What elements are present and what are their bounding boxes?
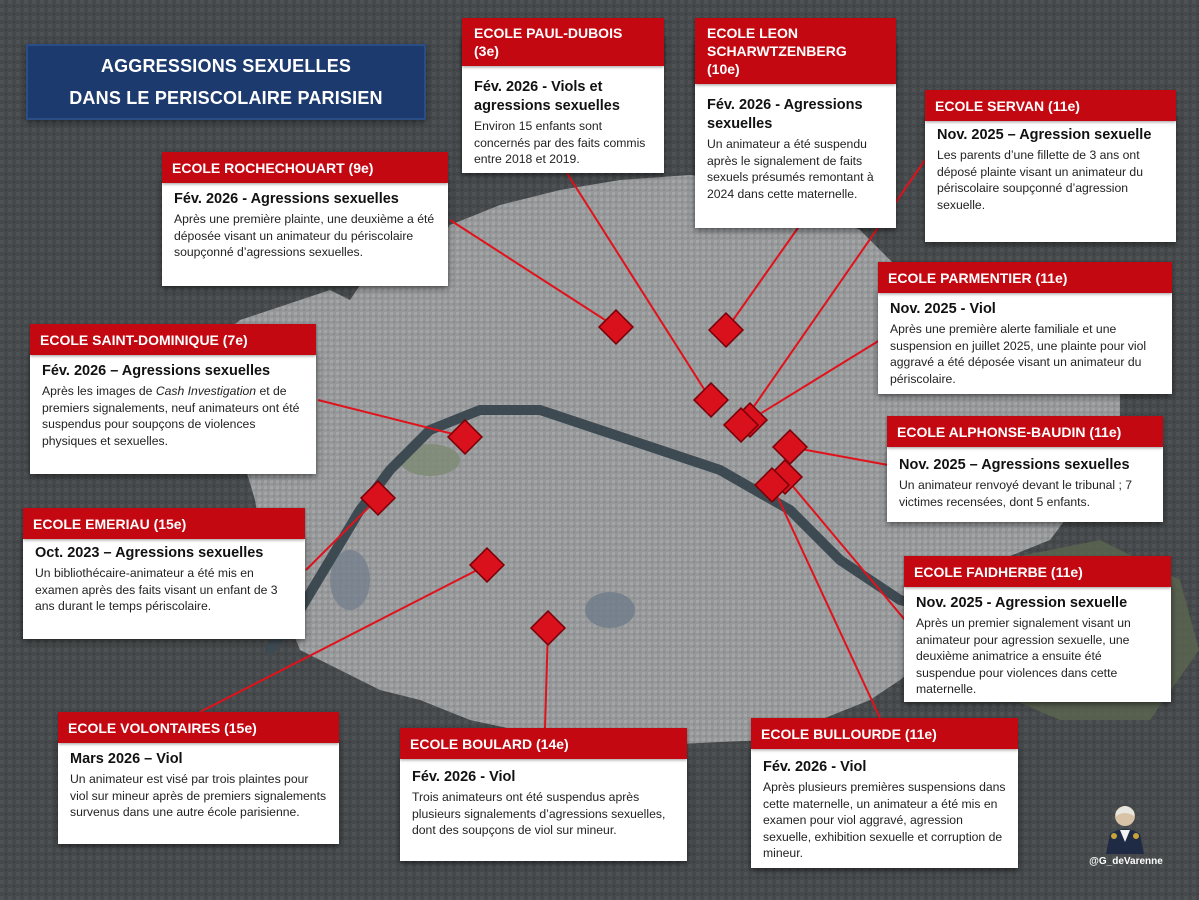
incident-description: Environ 15 enfants sont concernés par des faits commis entre 2018 et 2019. bbox=[474, 119, 646, 166]
card-volontaires bbox=[58, 720, 339, 844]
school-name: ECOLE EMERIAU (15e) bbox=[33, 516, 187, 532]
card-header bbox=[925, 90, 1176, 121]
incident-date: Fév. 2026 - Viols et agressions sexuelles bbox=[474, 79, 620, 114]
school-name: ECOLE BULLOURDE (11e) bbox=[761, 726, 937, 742]
incident-description: Un animateur renvoyé devant le tribunal ; 7 victimes recensées, dont 5 enfants. bbox=[899, 478, 1133, 509]
school-name-line2: (3e) bbox=[474, 43, 499, 59]
card-header bbox=[878, 262, 1172, 293]
card-parmentier bbox=[878, 270, 1172, 394]
main-title-box bbox=[26, 44, 426, 120]
incident-date: Fév. 2026 – Agressions sexuelles bbox=[42, 363, 271, 379]
card-boulard bbox=[400, 736, 687, 861]
school-name-line2: (10e) bbox=[707, 61, 740, 77]
incident-description: Un animateur est visé par trois plaintes pour viol sur mineur après de premiers signalements survenus dans une autre école parisienne. bbox=[70, 772, 327, 819]
incident-description: Les parents d’une fillette de 3 ans ont déposé plainte visant un animateur du périscolaire soupçonné d’agression sexuelle. bbox=[937, 148, 1143, 212]
incident-description: Après une première plainte, une deuxième a été déposée visant un animateur du périscolaire soupçonné d’agressions sexuelles. bbox=[174, 212, 435, 259]
title-line-2: DANS LE PERISCOLAIRE PARISIEN bbox=[69, 88, 383, 108]
incident-description: Un bibliothécaire-animateur a été mis en examen après des faits visant un enfant de 3 ans durant le temps périscolaire. bbox=[35, 566, 278, 613]
incident-date: Fév. 2026 - Agressions sexuelles bbox=[707, 97, 863, 132]
school-name: ECOLE SERVAN (11e) bbox=[935, 98, 1080, 114]
incident-description: Un animateur a été suspendu après le signalement de faits sexuels présumés remontant à 2024 dans cette maternelle. bbox=[707, 137, 874, 201]
card-rochechouart bbox=[162, 160, 448, 286]
card-header bbox=[751, 718, 1018, 749]
card-emeriau bbox=[23, 516, 305, 639]
card-header bbox=[30, 324, 316, 355]
incident-date: Nov. 2025 - Agression sexuelle bbox=[916, 595, 1128, 611]
incident-date: Fév. 2026 - Viol bbox=[412, 769, 516, 785]
incident-date: Nov. 2025 - Viol bbox=[890, 301, 996, 317]
school-name: ECOLE SAINT-DOMINIQUE (7e) bbox=[40, 332, 248, 348]
card-faidherbe bbox=[904, 564, 1171, 702]
card-servan bbox=[925, 98, 1176, 242]
card-header bbox=[400, 728, 687, 759]
card-header bbox=[695, 18, 896, 84]
school-name: ECOLE LEON SCHARWTZENBERG bbox=[707, 25, 847, 59]
school-name: ECOLE ALPHONSE-BAUDIN (11e) bbox=[897, 424, 1122, 440]
school-name: ECOLE PAUL-DUBOIS bbox=[474, 25, 623, 41]
title-line-1: AGGRESSIONS SEXUELLES bbox=[100, 56, 352, 76]
card-header bbox=[162, 152, 448, 183]
incident-description: Après les images de Cash Investigation et de premiers signalements, neuf animateurs ont été suspendus pour soupçons de violences physiques et sexuelles. bbox=[42, 384, 300, 448]
incident-description: Trois animateurs ont été suspendus après plusieurs signalements d’agressions sexuelles, dont des soupçons de viol sur mineur. bbox=[412, 790, 666, 837]
school-name: ECOLE ROCHECHOUART (9e) bbox=[172, 160, 374, 176]
school-name: ECOLE BOULARD (14e) bbox=[410, 736, 569, 752]
program-name: Cash Investigation bbox=[155, 384, 257, 398]
card-header bbox=[58, 712, 339, 743]
author-avatar bbox=[1100, 800, 1150, 854]
school-name: ECOLE PARMENTIER (11e) bbox=[888, 270, 1068, 286]
card-leon-scharwtzenberg bbox=[695, 25, 896, 228]
incident-description: Après un premier signalement visant un animateur pour agression sexuelle, une deuxième animatrice a ensuite été suspendue pour violences dans cette maternelle. bbox=[916, 616, 1131, 696]
incident-date: Nov. 2025 – Agressions sexuelles bbox=[899, 457, 1130, 473]
card-paul-dubois bbox=[462, 25, 664, 173]
incident-date: Fév. 2026 - Viol bbox=[763, 759, 867, 775]
card-header bbox=[887, 416, 1163, 447]
incident-date: Mars 2026 – Viol bbox=[70, 751, 183, 767]
author-credit: @G_deVarenne bbox=[1089, 856, 1163, 867]
card-header bbox=[462, 18, 664, 66]
card-header bbox=[23, 508, 305, 539]
school-name: ECOLE VOLONTAIRES (15e) bbox=[68, 720, 257, 736]
incident-date: Nov. 2025 – Agression sexuelle bbox=[937, 127, 1152, 143]
card-bullourde bbox=[751, 726, 1018, 868]
card-alphonse-baudin bbox=[887, 424, 1163, 522]
incident-description: Après une première alerte familiale et une suspension en juillet 2025, une plainte pour viol aggravé a été déposée visant un animateur du périscolaire. bbox=[890, 322, 1147, 386]
card-saint-dominique bbox=[30, 332, 316, 474]
incident-description: Après plusieurs premières suspensions dans cette maternelle, un animateur a été mis en examen pour viol aggravé, agression sexuelle, exhibition sexuelle et corruption de mineur. bbox=[763, 780, 1006, 860]
school-name: ECOLE FAIDHERBE (11e) bbox=[914, 564, 1083, 580]
card-header bbox=[904, 556, 1171, 587]
incident-date: Fév. 2026 - Agressions sexuelles bbox=[174, 191, 399, 207]
incident-date: Oct. 2023 – Agressions sexuelles bbox=[35, 545, 264, 561]
